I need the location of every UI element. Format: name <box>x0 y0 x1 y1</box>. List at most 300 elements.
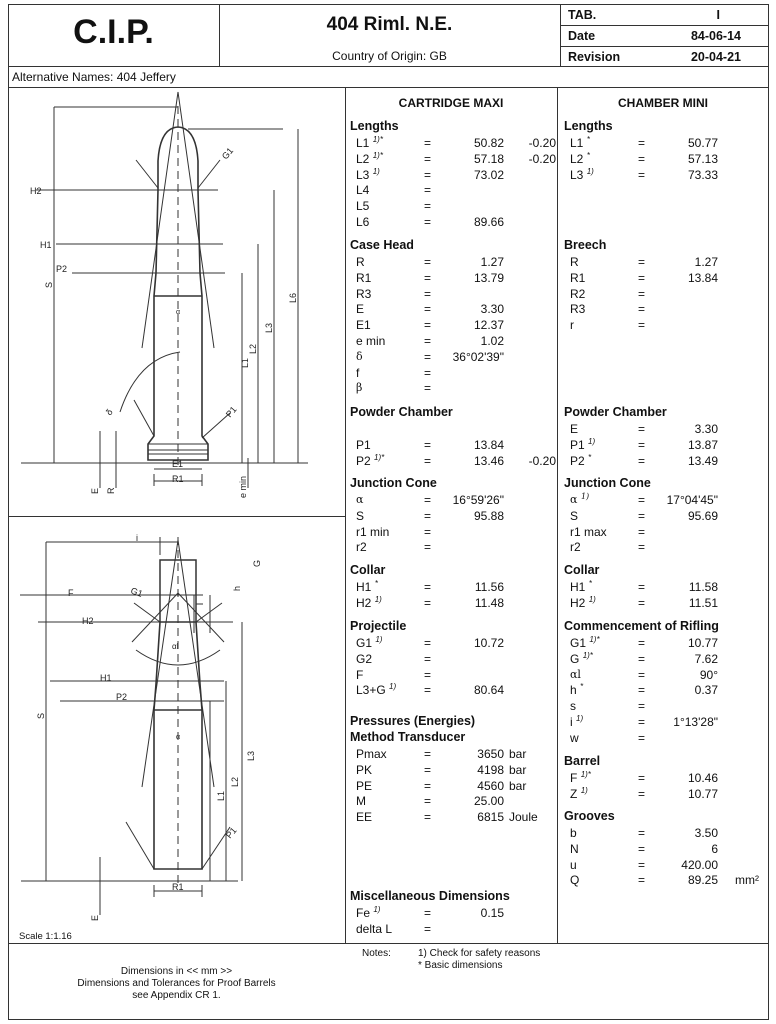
data-row <box>356 595 556 611</box>
dimension-name <box>570 872 579 888</box>
dimension-name <box>356 349 363 365</box>
equals-sign: = <box>638 699 646 714</box>
dimension-symbol: r1 min <box>356 524 390 539</box>
equals-sign: = <box>638 151 646 166</box>
dimension-name <box>356 579 378 595</box>
equals-sign: = <box>424 199 432 214</box>
dimension-symbol: w <box>570 730 579 745</box>
dimension-value: 11.58 <box>688 580 718 594</box>
section-heading: Breech <box>564 238 607 252</box>
dimension-symbol: L6 <box>356 215 370 229</box>
data-row <box>570 825 770 841</box>
data-row <box>570 579 770 595</box>
dimension-name <box>570 508 578 524</box>
section-heading: Commencement of Rifling <box>564 619 719 633</box>
equals-sign: = <box>424 453 432 468</box>
dimension-name <box>356 214 369 230</box>
label-emin: e min <box>238 475 248 498</box>
data-row <box>356 135 556 151</box>
unit-label: bar <box>509 747 527 761</box>
dimension-symbol: L2 <box>356 151 370 166</box>
equals-sign: = <box>424 524 432 539</box>
footnote-marker: 1) <box>372 166 380 176</box>
label-p2: P2 <box>56 264 68 274</box>
data-row <box>356 762 556 778</box>
dimension-name <box>356 317 371 333</box>
equals-sign: = <box>424 183 432 198</box>
dimension-symbol: F <box>570 771 578 785</box>
data-row <box>356 151 556 167</box>
label-p1: P1 <box>223 404 239 420</box>
dimension-symbol: h <box>570 683 577 698</box>
dimension-symbol: u <box>570 857 577 872</box>
data-row <box>570 841 770 857</box>
dimension-symbol: α <box>570 493 578 506</box>
label-g: G <box>252 559 262 567</box>
label-s: S <box>36 712 46 719</box>
dimension-value: 80.64 <box>473 683 504 698</box>
footnote-marker: * <box>588 452 592 462</box>
dimension-symbol: R1 <box>570 270 586 285</box>
equals-sign: = <box>424 747 432 761</box>
dimension-symbol: M <box>356 794 366 809</box>
equals-sign: = <box>638 595 646 610</box>
data-row <box>356 365 556 381</box>
dimension-value: 12.37 <box>473 318 504 333</box>
section-heading: Lengths <box>350 119 399 133</box>
dimension-value: 11.51 <box>688 595 718 610</box>
dimension-name <box>570 841 579 857</box>
equals-sign: = <box>424 493 432 507</box>
dimension-symbol: e min <box>356 334 386 348</box>
dimension-symbol: E <box>356 302 365 317</box>
dimension-symbol: P1 <box>570 437 585 452</box>
dimension-name <box>570 286 585 302</box>
data-row <box>356 682 556 698</box>
equals-sign: = <box>424 255 432 269</box>
data-row <box>570 698 770 714</box>
dimension-name <box>356 921 392 937</box>
label-alpha: α <box>176 734 181 741</box>
equals-sign: = <box>424 302 432 317</box>
label-e1: E1 <box>172 459 184 469</box>
footnote-marker: 1) <box>580 492 590 501</box>
note-basic: * Basic dimensions <box>418 960 503 971</box>
dimension-value: 57.13 <box>687 151 718 166</box>
dimension-value: 13.79 <box>473 270 504 285</box>
data-row <box>570 508 770 524</box>
dimension-value: 4198 <box>477 762 504 777</box>
cartridge-title: 404 Riml. N.E. <box>326 14 453 35</box>
dimension-symbol: αl <box>570 667 581 681</box>
dimension-name <box>356 905 380 921</box>
tab-row-divider-2 <box>560 46 769 47</box>
data-row <box>570 421 770 437</box>
dimension-value: 89.25 <box>687 873 718 888</box>
dimension-name <box>356 635 382 651</box>
dimension-value: 13.87 <box>687 437 718 452</box>
label-l1: L1 <box>240 357 250 368</box>
label-l2: L2 <box>248 343 258 354</box>
label-i: i <box>136 533 138 543</box>
dimension-value: 0.37 <box>694 683 718 698</box>
equals-sign: = <box>638 841 646 856</box>
footnote-marker: * <box>580 682 584 692</box>
footnote-marker: 1)* <box>582 650 593 660</box>
dimension-symbol: P2 <box>356 453 371 468</box>
dimension-symbol: r2 <box>570 540 581 555</box>
data-row <box>356 167 556 183</box>
dimension-value: 50.77 <box>687 136 718 150</box>
data-row <box>356 286 556 302</box>
dimension-name <box>356 333 385 349</box>
dimension-value: 57.18 <box>473 151 504 166</box>
dimension-name <box>570 453 591 469</box>
footnote-marker: 1) <box>580 785 588 795</box>
equals-sign: = <box>424 636 432 650</box>
notes-label: Notes: <box>362 948 391 959</box>
data-row <box>356 492 556 508</box>
equals-sign: = <box>424 540 432 555</box>
section-heading: Case Head <box>350 238 414 252</box>
dimension-name <box>570 151 590 167</box>
data-row <box>356 809 556 825</box>
equals-sign: = <box>424 215 432 229</box>
dimension-symbol: Q <box>570 873 580 888</box>
dimension-symbol: EE <box>356 810 373 825</box>
dimension-name <box>570 270 585 286</box>
equals-sign: = <box>638 667 646 682</box>
equals-sign: = <box>424 667 432 682</box>
dimension-value: 16°59'26" <box>452 493 504 507</box>
equals-sign: = <box>424 921 432 936</box>
equals-sign: = <box>424 595 432 610</box>
scale-label: Scale 1:1.16 <box>19 931 72 942</box>
dimension-symbol: delta L <box>356 921 393 936</box>
dimension-name <box>356 682 396 698</box>
data-row <box>356 778 556 794</box>
dimension-name <box>356 437 371 453</box>
footnote-marker: 1) <box>588 594 596 604</box>
data-row <box>356 921 556 937</box>
data-row <box>356 524 556 540</box>
dimension-value: 3.30 <box>480 302 504 317</box>
dimension-name <box>570 857 577 873</box>
dimension-value: 11.56 <box>474 580 504 594</box>
dimension-name <box>356 453 384 469</box>
data-row <box>570 595 770 611</box>
dimension-name <box>356 492 363 508</box>
dimension-value: 10.46 <box>687 771 718 785</box>
country-of-origin: Country of Origin: GB <box>332 49 447 63</box>
data-row <box>356 270 556 286</box>
date-label: Date <box>568 29 596 43</box>
dimension-symbol: H2 <box>570 595 586 610</box>
footer-top-line <box>8 943 769 944</box>
dimension-name <box>570 698 576 714</box>
label-alpha-l: αl <box>172 642 179 651</box>
label-h2: H2 <box>30 186 42 196</box>
equals-sign: = <box>424 651 432 666</box>
header-bottom-line <box>8 66 769 67</box>
dimension-name <box>356 301 364 317</box>
dimension-value: 73.02 <box>473 167 504 182</box>
equals-sign: = <box>424 778 432 793</box>
dimension-name <box>356 762 372 778</box>
data-row <box>356 349 556 365</box>
dimension-symbol: r <box>570 318 574 333</box>
data-row <box>356 539 556 555</box>
dimension-symbol: f <box>356 365 360 380</box>
equals-sign: = <box>638 540 646 555</box>
data-row <box>570 714 770 730</box>
equals-sign: = <box>424 151 432 166</box>
revision-label: Revision <box>568 50 621 64</box>
equals-sign: = <box>638 437 646 452</box>
dimension-value: 13.46 <box>473 453 504 468</box>
data-row <box>356 317 556 333</box>
dimension-value: 1.02 <box>480 334 504 348</box>
label-h1: H1 <box>100 673 112 683</box>
data-row <box>356 793 556 809</box>
tab-label: TAB. <box>568 8 597 22</box>
dimension-value: 420.00 <box>681 857 718 872</box>
dimension-symbol: P1 <box>356 437 371 452</box>
equals-sign: = <box>424 508 432 523</box>
equals-sign: = <box>424 270 432 285</box>
dimension-symbol: P2 <box>570 453 585 468</box>
equals-sign: = <box>638 136 646 150</box>
dimension-symbol: G1 <box>570 636 587 650</box>
equals-sign: = <box>638 651 646 666</box>
dimension-name <box>570 786 588 802</box>
tab-value: I <box>716 8 720 22</box>
dimension-symbol: r1 max <box>570 524 607 539</box>
dimension-name <box>356 667 363 683</box>
chamber-drawing <box>8 517 345 943</box>
footnote-marker: 1) <box>375 635 383 644</box>
dimension-value: 13.49 <box>687 453 718 468</box>
dimension-symbol: PE <box>356 778 373 793</box>
unit-label: mm² <box>735 873 759 888</box>
data-row <box>356 667 556 683</box>
cartridge-chamber-divider <box>557 87 558 943</box>
equals-sign: = <box>638 580 646 594</box>
dimension-symbol: r2 <box>356 540 367 555</box>
dimension-value: 17°04'45" <box>666 493 718 507</box>
label-h: h <box>232 585 242 591</box>
dimension-name <box>570 651 593 667</box>
equals-sign: = <box>638 493 646 507</box>
dimension-value: 10.72 <box>473 636 504 650</box>
equals-sign: = <box>638 683 646 698</box>
dimension-value: 50.82 <box>473 136 504 150</box>
dimension-name <box>356 286 371 302</box>
section-heading: Collar <box>350 563 386 577</box>
dimension-name <box>356 539 367 555</box>
data-row <box>570 317 770 333</box>
equals-sign: = <box>424 334 432 348</box>
dimension-name <box>356 182 369 198</box>
dimension-name <box>570 492 589 508</box>
footnote-marker: 1) <box>586 166 594 176</box>
data-row <box>570 167 770 183</box>
equals-sign: = <box>638 318 646 333</box>
equals-sign: = <box>638 786 646 801</box>
data-row <box>570 872 770 888</box>
footnote-marker: 1) <box>389 682 397 692</box>
dimension-name <box>570 635 600 651</box>
data-row <box>570 437 770 453</box>
label-l6: L6 <box>288 292 298 303</box>
dimension-value: 36°02'39" <box>452 349 504 364</box>
equals-sign: = <box>638 508 646 523</box>
dimension-name <box>570 301 585 317</box>
dimension-name <box>570 730 579 746</box>
dimension-symbol: L4 <box>356 183 370 198</box>
equals-sign: = <box>424 286 432 301</box>
data-row <box>570 667 770 683</box>
label-l2: L2 <box>230 776 240 787</box>
footnote-marker: 1) <box>588 436 596 446</box>
dimension-name <box>570 254 579 270</box>
dimension-name <box>356 524 389 540</box>
dimension-value: 1°13'28" <box>673 715 718 729</box>
dimension-symbol: R3 <box>570 302 586 317</box>
data-row <box>570 135 770 151</box>
dimension-symbol: s <box>570 699 576 714</box>
dimension-symbol: Z <box>570 786 578 801</box>
footnote-marker: 1)* <box>589 635 600 644</box>
equals-sign: = <box>424 437 432 452</box>
label-r: R <box>106 487 116 494</box>
data-row <box>570 730 770 746</box>
tolerance-value: -0.20 <box>528 136 556 150</box>
dimension-value: 6 <box>711 841 718 856</box>
dimension-value: 1.27 <box>694 255 718 269</box>
equals-sign: = <box>638 167 646 182</box>
data-row <box>570 857 770 873</box>
dimension-symbol: R3 <box>356 286 372 301</box>
footnote-marker: 1)* <box>372 135 383 144</box>
dimension-value: 3.30 <box>694 422 718 436</box>
dimension-symbol: PK <box>356 762 373 777</box>
dimension-value: 11.48 <box>474 595 504 610</box>
dimension-value: 90° <box>699 667 718 682</box>
label-h2: H2 <box>82 616 94 626</box>
equals-sign: = <box>638 270 646 285</box>
equals-sign: = <box>424 136 432 150</box>
dimension-symbol: H1 <box>356 580 372 594</box>
dimension-name <box>356 595 382 611</box>
dimension-symbol: b <box>570 826 577 840</box>
data-row <box>570 151 770 167</box>
equals-sign: = <box>638 826 646 840</box>
dimension-symbol: L3+G <box>356 683 386 698</box>
label-l1: L1 <box>216 790 226 801</box>
dimension-symbol: Pmax <box>356 747 387 761</box>
dimension-name <box>356 167 380 183</box>
section-heading: Grooves <box>564 809 615 823</box>
dimension-value: 10.77 <box>687 636 718 650</box>
label-l3: L3 <box>264 322 274 333</box>
data-row <box>570 301 770 317</box>
data-row <box>570 270 770 286</box>
section-heading: Miscellaneous Dimensions <box>350 889 510 903</box>
dimension-symbol: S <box>570 508 579 523</box>
data-row <box>356 579 556 595</box>
unit-label: bar <box>509 778 527 793</box>
footnote-marker: * <box>586 135 590 144</box>
data-row <box>570 453 770 469</box>
dimension-name <box>570 437 595 453</box>
dimension-symbol: G2 <box>356 651 373 666</box>
dimension-name <box>356 254 365 270</box>
section-heading: Barrel <box>564 754 601 768</box>
dimension-symbol: G <box>570 651 580 666</box>
equals-sign: = <box>424 167 432 182</box>
dimension-name <box>570 524 607 540</box>
section-heading: Powder Chamber <box>350 405 453 419</box>
dimensions-note <box>8 966 345 1002</box>
dimension-symbol: F <box>356 667 364 682</box>
section-heading: Junction Cone <box>564 476 651 490</box>
dimension-symbol: E <box>570 422 579 436</box>
label-e: E <box>90 487 100 494</box>
footnote-marker: 1) <box>374 594 382 604</box>
equals-sign: = <box>638 286 646 301</box>
dimension-value: 6815 <box>477 810 504 825</box>
dimension-name <box>570 595 596 611</box>
alternative-names: Alternative Names: 404 Jeffery <box>12 70 176 84</box>
dimension-name <box>570 825 577 841</box>
data-row <box>356 905 556 921</box>
data-row <box>356 437 556 453</box>
data-row <box>356 635 556 651</box>
data-row <box>570 682 770 698</box>
dimension-value: 3.50 <box>694 826 718 840</box>
data-row <box>570 524 770 540</box>
equals-sign: = <box>638 422 646 436</box>
label-g1: G1 <box>219 145 236 162</box>
dimensions-line-1: Dimensions in << mm >> <box>120 966 233 977</box>
equals-sign: = <box>638 636 646 650</box>
footnote-marker: 1)* <box>580 770 591 779</box>
data-row <box>356 214 556 230</box>
data-row <box>356 198 556 214</box>
data-row <box>570 786 770 802</box>
note-safety: 1) Check for safety reasons <box>418 948 541 959</box>
dimension-symbol: G1 <box>356 636 373 650</box>
label-p2: P2 <box>116 692 128 702</box>
equals-sign: = <box>638 524 646 539</box>
dimension-name <box>356 778 372 794</box>
dimension-symbol: α <box>356 493 364 506</box>
cartridge-maxi-heading: CARTRIDGE MAXI <box>398 96 504 110</box>
dimension-name <box>356 151 383 167</box>
section-heading: Junction Cone <box>350 476 437 490</box>
label-delta: δ <box>103 407 115 418</box>
dimension-value: 0.15 <box>480 906 504 920</box>
dimension-name <box>356 270 371 286</box>
equals-sign: = <box>638 453 646 468</box>
footnote-marker: * <box>588 579 592 588</box>
dimension-name <box>570 579 592 595</box>
dimension-name <box>570 770 591 786</box>
dimension-symbol: N <box>570 841 579 856</box>
data-row <box>570 492 770 508</box>
dimension-value: 73.33 <box>687 167 718 182</box>
